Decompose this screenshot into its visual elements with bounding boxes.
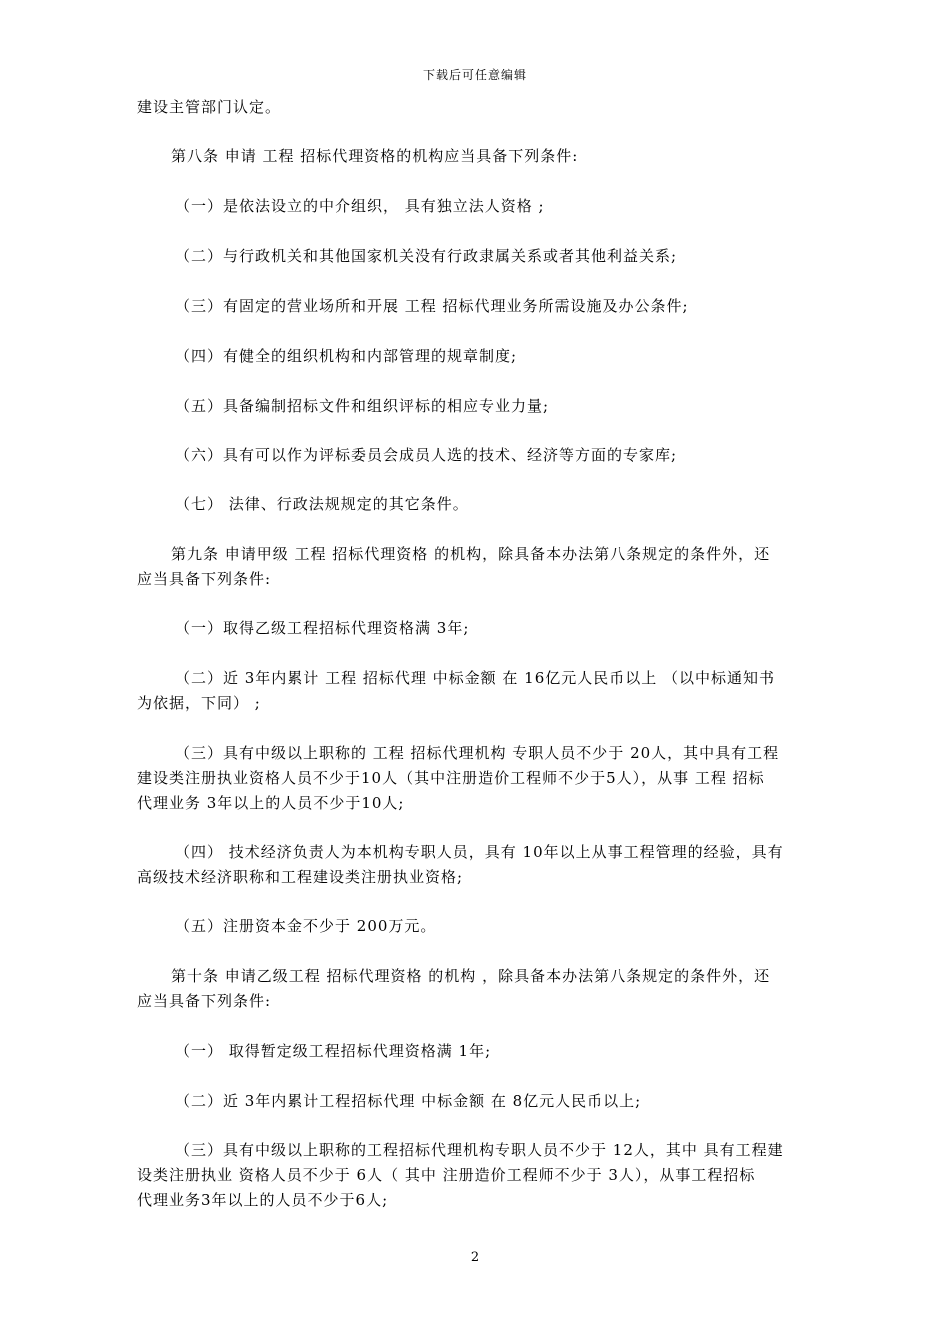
article-8-item-5: （五）具备编制招标文件和组织评标的相应专业力量; [175, 397, 550, 415]
article-10-item-3-cont: 设类注册执业 资格人员不少于 6人（ 其中 注册造价工程师不少于 3人），从事工程招标 [137, 1166, 756, 1184]
article-9-item-5: （五）注册资本金不少于 200万元。 [175, 917, 437, 935]
article-8-item-2: （二）与行政机关和其他国家机关没有行政隶属关系或者其他利益关系; [175, 247, 678, 265]
article-9-heading-cont: 应当具备下列条件: [137, 570, 272, 588]
article-9-item-3-cont: 建设类注册执业资格人员不少于10人（其中注册造价工程师不少于5人），从事 工程 招标 [137, 769, 765, 787]
article-9-item-2: （二）近 3年内累计 工程 招标代理 中标金额 在 16亿元人民币以上 （以中标通知书 [175, 669, 776, 687]
article-9-item-1: （一）取得乙级工程招标代理资格满 3年; [175, 619, 470, 637]
article-9-heading: 第九条 申请甲级 工程 招标代理资格 的机构，除具备本办法第八条规定的条件外，还 [171, 545, 771, 563]
article-8-item-7: （七） 法律、行政法规规定的其它条件。 [175, 495, 469, 513]
article-9-item-3: （三）具有中级以上职称的 工程 招标代理机构 专职人员不少于 20人，其中具有工程 [175, 744, 780, 762]
article-10-item-1: （一） 取得暂定级工程招标代理资格满 1年; [175, 1042, 492, 1060]
article-8-item-1: （一）是依法设立的中介组织， 具有独立法人资格 ; [175, 197, 545, 215]
article-10-heading-cont: 应当具备下列条件: [137, 992, 272, 1010]
article-10-heading: 第十条 申请乙级工程 招标代理资格 的机构 ，除具备本办法第八条规定的条件外，还 [171, 967, 771, 985]
article-8-item-3: （三）有固定的营业场所和开展 工程 招标代理业务所需设施及办公条件; [175, 297, 689, 315]
article-8-item-4: （四）有健全的组织机构和内部管理的规章制度; [175, 347, 518, 365]
article-9-item-4: （四） 技术经济负责人为本机构专职人员，具有 10年以上从事工程管理的经验，具有 [175, 843, 784, 861]
article-8-item-6: （六）具有可以作为评标委员会成员人选的技术、经济等方面的专家库; [175, 446, 678, 464]
article-10-item-3: （三）具有中级以上职称的工程招标代理机构专职人员不少于 12人，其中 具有工程建 [175, 1141, 784, 1159]
text-line: 建设主管部门认定。 [137, 98, 282, 116]
article-10-item-3-cont: 代理业务3年以上的人员不少于6人; [137, 1191, 389, 1209]
article-9-item-4-cont: 高级技术经济职称和工程建设类注册执业资格; [137, 868, 464, 886]
article-8-heading: 第八条 申请 工程 招标代理资格的机构应当具备下列条件: [171, 147, 579, 165]
article-9-item-2-cont: 为依据，下同） ; [137, 694, 261, 712]
article-10-item-2: （二）近 3年内累计工程招标代理 中标金额 在 8亿元人民币以上; [175, 1092, 642, 1110]
page-number: 2 [470, 1250, 480, 1265]
page-header: 下载后可任意编辑 [422, 68, 527, 82]
article-9-item-3-cont: 代理业务 3年以上的人员不少于10人; [137, 794, 405, 812]
